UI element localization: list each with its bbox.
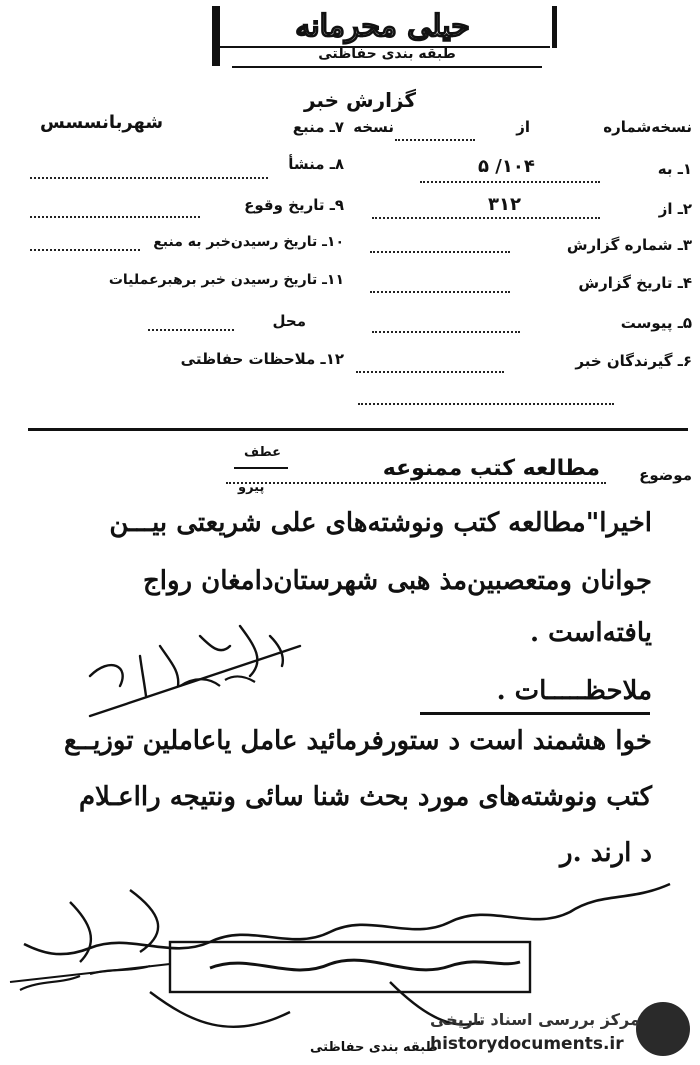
notes-label: ملاحظـــــات . [496,676,652,706]
subject-ref-bottom: پیرو [238,480,265,495]
report-number-dots [370,250,510,253]
location-label: محل [272,312,306,330]
origin-dots [30,176,268,179]
handwritten-note [60,616,320,726]
event-date-label: ۹ـ تاریخ وقوع [244,196,344,214]
to-dots [420,180,600,183]
stamp-bar-right [552,6,557,48]
security-notes-label: ۱۲ـ ملاحظات حفاظتی [180,350,344,368]
report-number-label: ۳ـ شماره گزارش [566,236,692,254]
body-line-2: جوانان ومتعصبین‌مذ هبی شهرستان‌دامغان رواج [142,566,652,596]
from2-dots [372,216,600,219]
section-divider [28,428,688,431]
subject-ref-divider [234,467,288,469]
classification-label: طبقه بندی حفاظتی [232,46,542,68]
subject-value: مطالعه کتب ممنوعه [382,456,600,481]
from-label: از [516,118,530,136]
body-line-1: اخیرا"مطالعه کتب ونوشته‌های علی شریعتی بیـــن [109,508,652,538]
from2-label: ۲ـ از [658,200,692,218]
watermark-fa: مرکز بررسی اسناد تاریخی [430,1010,640,1029]
attachment-dots [372,330,520,333]
subject-dots [226,482,606,484]
recipients-label: ۶ـ گیرندگان خبر [575,352,692,370]
top-secret-stamp: حیلی محرمانه [215,6,550,48]
recipients-dots-2 [358,402,614,405]
notes-underline [420,712,650,715]
received-by-ops-label: ۱۱ـ تاریخ رسیدن خبر برهبرعملیات [108,272,344,288]
subject-label: موضوع [639,466,692,484]
report-date-label: ۴ـ تاریخ گزارش [578,274,692,292]
event-date-dots [30,215,200,218]
received-by-source-dots [30,248,140,251]
watermark-en: historydocuments.ir [430,1034,624,1054]
received-by-source-label: ۱۰ـ تاریخ رسیدن‌خبر به منبع [153,234,344,250]
attachment-label: ۵ـ پیوست [620,314,692,332]
copy-number-label: نسخه‌شماره [603,118,692,136]
notes-line-3: د ارند .ر [560,838,652,868]
to-value: ۱۰۴/ ۵ [478,156,535,177]
from2-value: ۳۱۲ [488,194,521,215]
to-label: ۱ـ به [657,160,692,178]
body-line-3: یافته‌است . [529,618,652,648]
copy-label: نسخه [353,118,394,136]
source-value: شهربانسسس [40,112,164,133]
report-date-dots [370,290,510,293]
subject-ref-top: عطف [244,445,282,460]
report-title: گزارش خبر [303,88,417,112]
watermark-logo-icon [636,1002,690,1056]
notes-line-1: خوا هشمند است د ستورفرمائید عامل یاعاملین توزیــع [64,726,652,756]
from-dots [395,138,475,141]
source-label: ۷ـ منبع [292,118,344,136]
recipients-dots [356,370,504,373]
origin-label: ۸ـ منشأ [288,155,344,173]
location-dots [148,328,234,331]
footer-classification-label: طبقه بندی حفاظتی [310,1040,438,1055]
notes-line-2: کتب ونوشته‌های مورد بحث شنا سائی ونتیجه رااعـلام [78,782,652,812]
